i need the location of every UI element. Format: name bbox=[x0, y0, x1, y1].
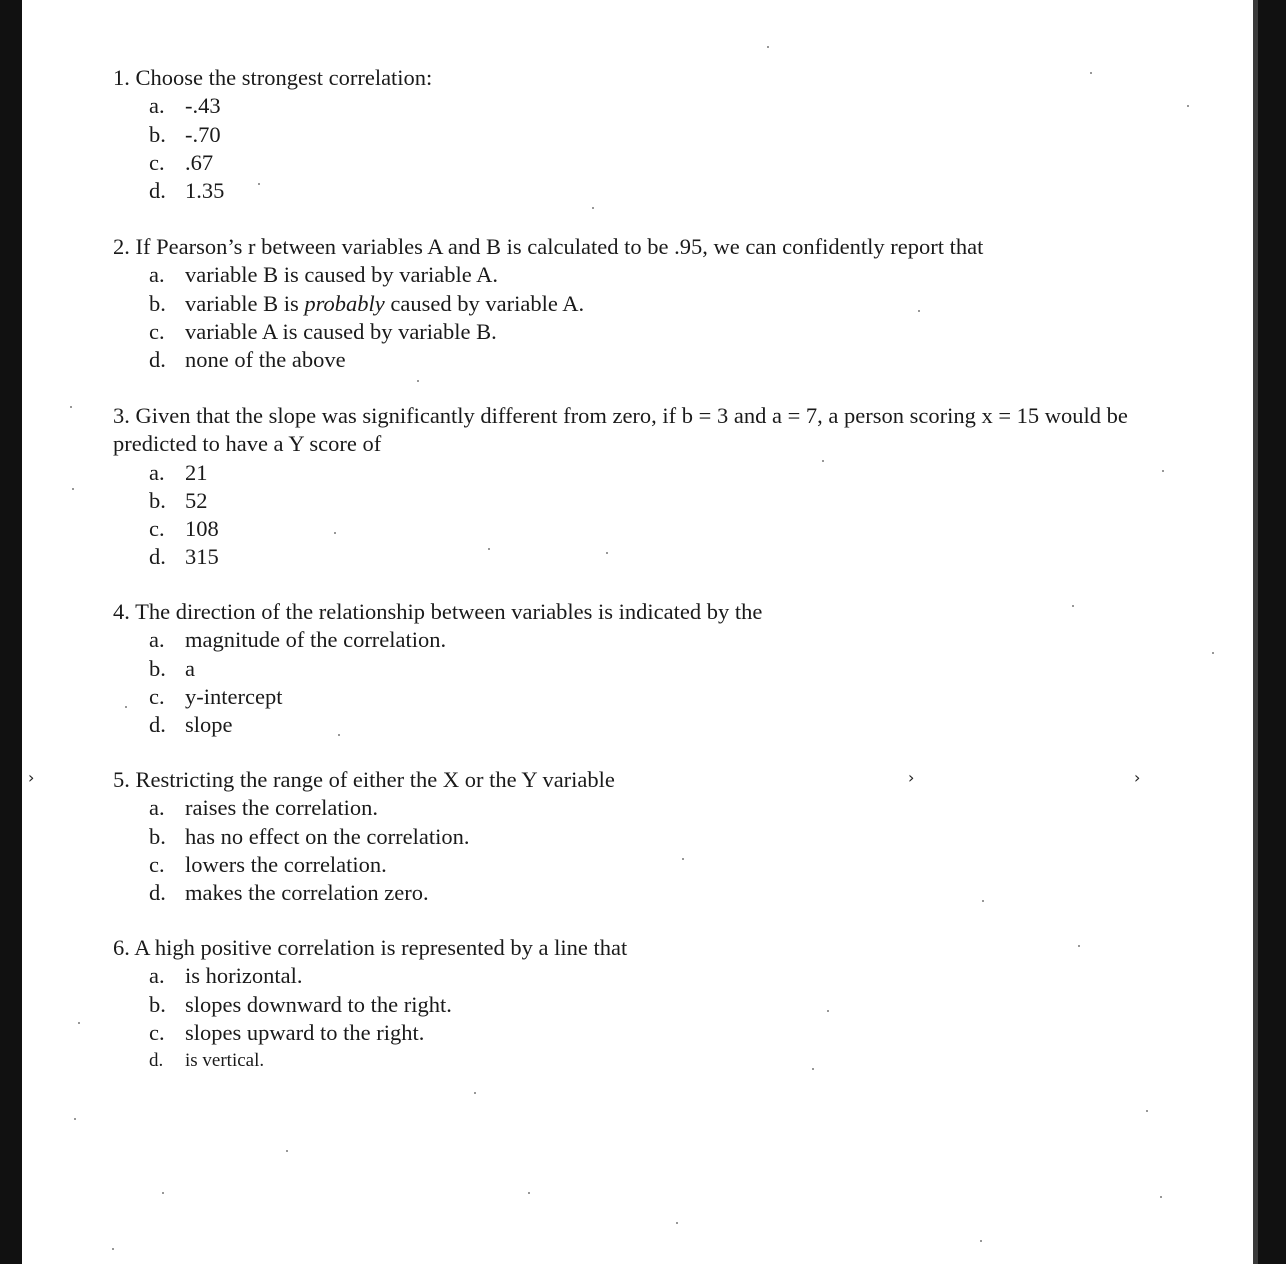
option-text: variable B is caused by variable A. bbox=[185, 262, 499, 288]
question-4-options bbox=[113, 626, 762, 739]
option-letter: d. bbox=[149, 1050, 164, 1072]
scan-speck bbox=[1212, 652, 1214, 654]
option-text: magnitude of the correlation. bbox=[185, 627, 447, 653]
scan-speck bbox=[125, 706, 127, 708]
question-2-option-c bbox=[149, 318, 983, 346]
scan-speck bbox=[112, 1248, 114, 1250]
scan-speck bbox=[982, 900, 984, 902]
option-letter: b. bbox=[149, 991, 166, 1017]
option-letter: d. bbox=[149, 347, 166, 373]
option-letter: d. bbox=[149, 544, 166, 570]
document-page bbox=[22, 0, 1258, 1264]
option-text: 21 bbox=[185, 459, 208, 485]
question-6-stem: 6. A high positive correlation is represented by a line that bbox=[113, 935, 628, 960]
scan-speck bbox=[827, 1010, 829, 1012]
question-2-options bbox=[113, 261, 983, 374]
question-5-option-a bbox=[149, 794, 615, 822]
question-4-option-b bbox=[149, 655, 762, 683]
question-6-option-b bbox=[149, 991, 627, 1019]
option-text: y-intercept bbox=[185, 683, 283, 709]
option-letter: b. bbox=[149, 290, 166, 316]
scan-speck bbox=[1072, 605, 1074, 607]
scan-speck bbox=[1146, 1110, 1148, 1112]
option-text: -.70 bbox=[185, 121, 221, 147]
question-2-option-b bbox=[149, 290, 983, 318]
question-3-option-d bbox=[149, 543, 1133, 571]
scan-speck bbox=[606, 552, 608, 554]
scan-speck bbox=[474, 1092, 476, 1094]
page-edge-line bbox=[1253, 0, 1258, 1264]
question-4-option-a bbox=[149, 626, 762, 654]
option-text: 52 bbox=[185, 487, 208, 513]
question-5-options bbox=[113, 794, 615, 907]
option-letter: c. bbox=[149, 318, 165, 344]
question-4-stem: 4. The direction of the relationship between variables is indicated by the bbox=[113, 599, 763, 624]
option-text: slopes downward to the right. bbox=[185, 991, 452, 1017]
option-text: is vertical. bbox=[185, 1050, 265, 1072]
option-text: 108 bbox=[185, 516, 219, 542]
question-5 bbox=[113, 766, 615, 907]
scan-speck bbox=[1090, 72, 1092, 74]
question-5-option-b bbox=[149, 823, 615, 851]
scan-speck bbox=[338, 734, 340, 736]
scan-speck bbox=[70, 406, 72, 408]
scan-speck bbox=[1160, 1196, 1162, 1198]
option-text: none of the above bbox=[185, 347, 346, 373]
scan-speck bbox=[258, 183, 260, 185]
scan-speck bbox=[767, 46, 769, 48]
option-letter: b. bbox=[149, 823, 166, 849]
question-2 bbox=[113, 233, 983, 374]
option-letter: c. bbox=[149, 851, 165, 877]
scan-speck bbox=[682, 858, 684, 860]
scan-speck bbox=[1162, 470, 1164, 472]
scan-speck bbox=[918, 310, 920, 312]
option-letter: c. bbox=[149, 149, 165, 175]
option-letter: d. bbox=[149, 880, 166, 906]
option-letter: a. bbox=[149, 795, 165, 821]
scan-speck bbox=[417, 380, 419, 382]
option-text: slope bbox=[185, 712, 233, 738]
option-letter: a. bbox=[149, 93, 165, 119]
option-letter: b. bbox=[149, 121, 166, 147]
scan-speck bbox=[812, 1068, 814, 1070]
option-text: makes the correlation zero. bbox=[185, 880, 429, 906]
scan-speck bbox=[592, 207, 594, 209]
question-6-option-c bbox=[149, 1019, 627, 1047]
question-3-options bbox=[113, 459, 1133, 572]
option-letter: c. bbox=[149, 516, 165, 542]
option-text-before: variable B is bbox=[185, 290, 305, 316]
scan-speck bbox=[1187, 105, 1189, 107]
option-text: is horizontal. bbox=[185, 963, 303, 989]
scan-speck bbox=[74, 1118, 76, 1120]
option-text: variable A is caused by variable B. bbox=[185, 318, 497, 344]
question-6 bbox=[113, 934, 627, 1075]
question-2-stem: 2. If Pearson’s r between variables A and B is calculated to be .95, we can confidently report that bbox=[113, 234, 984, 259]
question-3-option-b bbox=[149, 487, 1133, 515]
option-letter: b. bbox=[149, 655, 166, 681]
question-5-option-c bbox=[149, 851, 615, 879]
option-text: a bbox=[185, 655, 195, 681]
scan-speck bbox=[334, 532, 336, 534]
question-1-options bbox=[113, 92, 432, 205]
scan-mark-middle: › bbox=[908, 768, 915, 787]
scan-speck bbox=[286, 1150, 288, 1152]
option-letter: a. bbox=[149, 963, 165, 989]
option-letter: a. bbox=[149, 262, 165, 288]
question-5-option-d bbox=[149, 879, 615, 907]
question-6-options bbox=[113, 962, 627, 1075]
scan-speck bbox=[78, 1022, 80, 1024]
option-text: raises the correlation. bbox=[185, 795, 379, 821]
question-1-stem: 1. Choose the strongest correlation: bbox=[113, 65, 433, 90]
scan-speck bbox=[676, 1222, 678, 1224]
option-text-after: caused by variable A. bbox=[384, 290, 585, 316]
scan-mark-left: › bbox=[28, 768, 35, 787]
question-4 bbox=[113, 598, 762, 739]
option-letter: d. bbox=[149, 178, 166, 204]
question-1 bbox=[113, 64, 432, 205]
option-text: slopes upward to the right. bbox=[185, 1019, 425, 1045]
option-text: has no effect on the correlation. bbox=[185, 823, 470, 849]
option-text: lowers the correlation. bbox=[185, 851, 387, 877]
question-3 bbox=[113, 402, 1133, 572]
question-1-option-d bbox=[149, 177, 432, 205]
question-1-option-b bbox=[149, 121, 432, 149]
option-letter: c. bbox=[149, 1019, 165, 1045]
question-1-option-a bbox=[149, 92, 432, 120]
question-3-option-c bbox=[149, 515, 1133, 543]
question-6-option-d bbox=[149, 1047, 627, 1075]
question-4-option-d bbox=[149, 711, 762, 739]
question-2-option-a bbox=[149, 261, 983, 289]
option-letter: c. bbox=[149, 683, 165, 709]
scan-speck bbox=[822, 460, 824, 462]
scan-speck bbox=[72, 488, 74, 490]
scan-speck bbox=[488, 548, 490, 550]
option-letter: a. bbox=[149, 459, 165, 485]
option-text: 1.35 bbox=[185, 178, 225, 204]
option-letter: d. bbox=[149, 712, 166, 738]
question-4-option-c bbox=[149, 683, 762, 711]
option-text-emphasis: probably bbox=[304, 290, 385, 316]
question-1-option-c bbox=[149, 149, 432, 177]
option-text: 315 bbox=[185, 544, 219, 570]
option-letter: a. bbox=[149, 627, 165, 653]
option-letter: b. bbox=[149, 487, 166, 513]
scan-speck bbox=[1078, 945, 1080, 947]
scan-speck bbox=[162, 1192, 164, 1194]
question-5-stem: 5. Restricting the range of either the X or the Y variable bbox=[113, 767, 615, 792]
option-text: .67 bbox=[185, 149, 214, 175]
scan-mark-right: › bbox=[1134, 768, 1141, 787]
question-3-stem: 3. Given that the slope was significantly different from zero, if b = 3 and a = 7, a person scoring x = 15 would be predicted to have a Y score of bbox=[113, 403, 1128, 457]
scan-speck bbox=[528, 1192, 530, 1194]
scan-speck bbox=[980, 1240, 982, 1242]
option-text: -.43 bbox=[185, 93, 221, 119]
question-6-option-a bbox=[149, 962, 627, 990]
question-2-option-d bbox=[149, 346, 983, 374]
question-3-option-a bbox=[149, 459, 1133, 487]
